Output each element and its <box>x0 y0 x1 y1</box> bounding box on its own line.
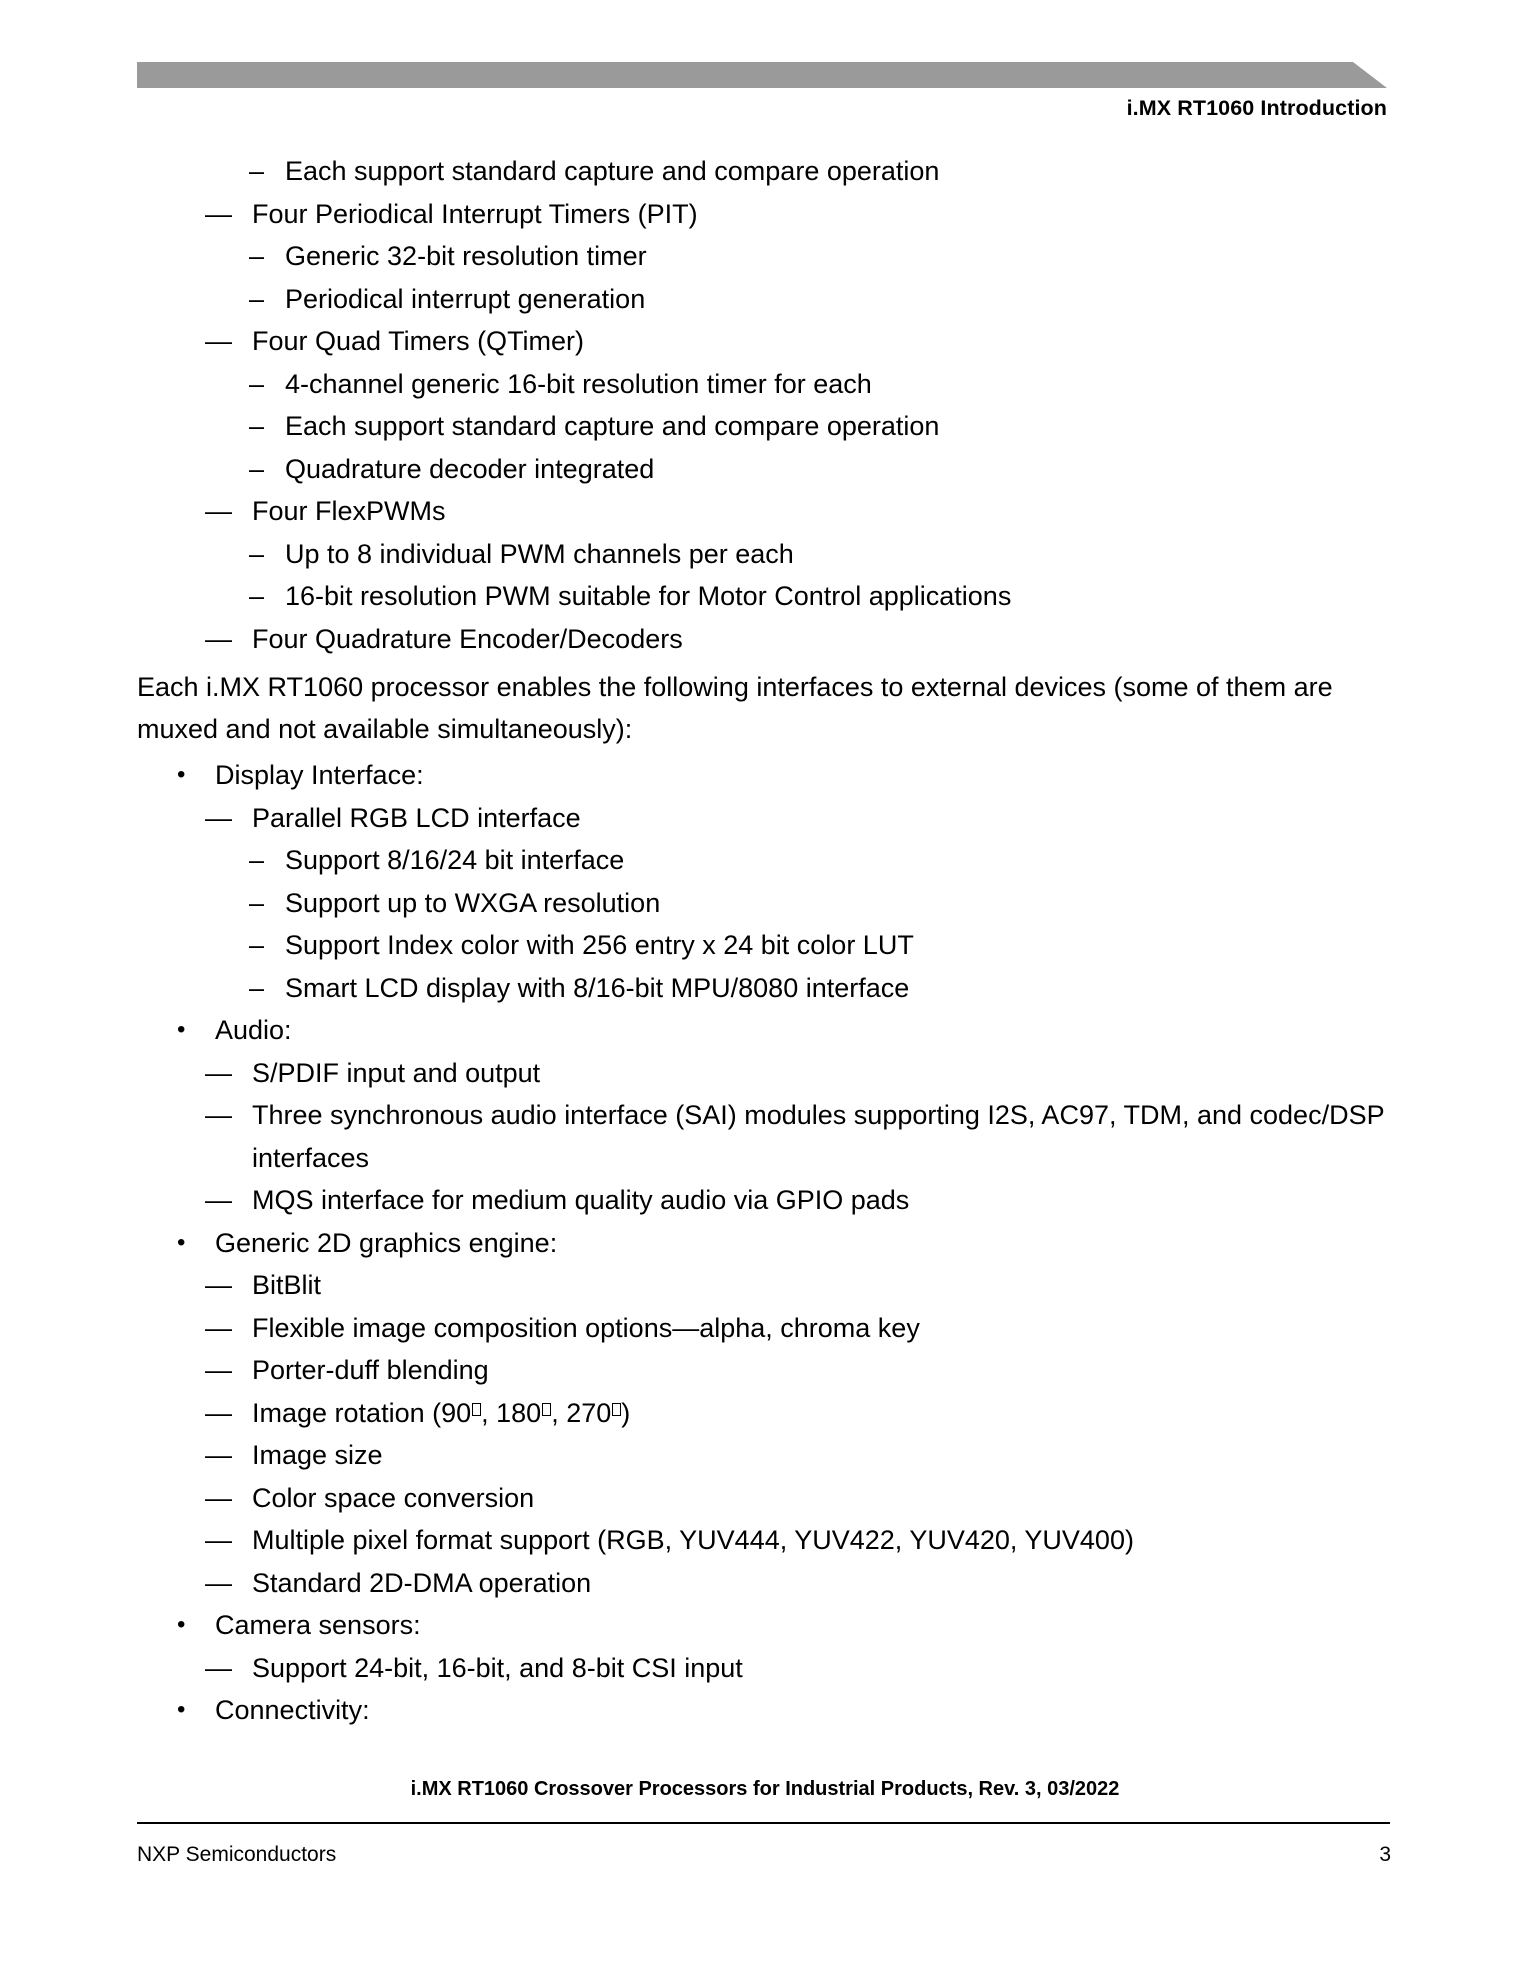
bullet-marker-level2: — <box>205 326 232 356</box>
bullet-item-level3 <box>137 278 1390 321</box>
bullet-marker-level1: • <box>177 1696 186 1723</box>
bullet-item-level3 <box>137 575 1390 618</box>
bullet-marker-level2: — <box>205 1397 232 1428</box>
bullet-marker-level2: — <box>205 802 232 833</box>
bullet-item-level2 <box>137 1434 1390 1477</box>
footer-document-title: i.MX RT1060 Crossover Processors for Industrial Products, Rev. 3, 03/2022 <box>410 1778 1120 1800</box>
bullet-marker-level3: – <box>249 581 265 611</box>
document-body <box>137 150 1390 1732</box>
bullet-marker-level2: — <box>205 1185 232 1215</box>
bullet-text: 4-channel generic 16-bit resolution timer for each <box>285 368 872 399</box>
bullet-item-level2 <box>137 1264 1390 1307</box>
bullet-text: Periodical interrupt generation <box>285 283 646 314</box>
bullet-item-level3 <box>137 882 1390 925</box>
bullet-item-level3 <box>137 448 1390 491</box>
bullet-text: Parallel RGB LCD interface <box>252 802 581 833</box>
bullet-text: Quadrature decoder integrated <box>285 453 655 484</box>
bullet-item-level2 <box>137 1562 1390 1605</box>
bullet-item-level2 <box>137 1179 1390 1222</box>
bullet-item-level1 <box>137 754 1390 797</box>
bullet-text: Each support standard capture and compare operation <box>285 411 940 441</box>
bullet-text: Display Interface: <box>215 760 424 790</box>
missing-glyph-box <box>472 1403 481 1416</box>
bullet-marker-level1: • <box>177 761 186 788</box>
bullet-item-level2 <box>137 193 1390 236</box>
bullet-text: 16-bit resolution PWM suitable for Motor Control applications <box>285 581 1012 611</box>
bullet-item-level3 <box>137 363 1390 406</box>
bullet-text: Three synchronous audio interface (SAI) modules supporting I2S, AC97, TDM, and codec/DSP interfaces <box>252 1100 1385 1173</box>
bullet-item-level2 <box>137 618 1390 661</box>
bullet-item-level3 <box>137 235 1390 278</box>
body-paragraph: Each i.MX RT1060 processor enables the following interfaces to external devices (some of them are muxed and not available simultaneously): <box>137 672 1333 744</box>
bullet-marker-level2: — <box>205 1312 232 1343</box>
bullet-text: Generic 2D graphics engine: <box>215 1227 558 1258</box>
bullet-text: Color space conversion <box>252 1482 535 1513</box>
bullet-marker-level2: — <box>205 1057 232 1088</box>
bullet-marker-level3: – <box>249 156 265 186</box>
bullet-item-level1 <box>137 1222 1390 1265</box>
bullet-marker-level3: – <box>249 368 265 399</box>
bullet-text: Four FlexPWMs <box>252 496 446 526</box>
bullet-item-level3 <box>137 150 1390 193</box>
bullet-item-level2 <box>137 1349 1390 1392</box>
bullet-item-level2 <box>137 1307 1390 1350</box>
bullet-item-level3 <box>137 405 1390 448</box>
bullet-marker-level3: – <box>249 453 265 484</box>
header-bar-graphic <box>137 62 1387 88</box>
bullet-item-level3 <box>137 967 1390 1010</box>
bullet-text: Up to 8 individual PWM channels per each <box>285 538 794 569</box>
bullet-text: Smart LCD display with 8/16-bit MPU/8080 interface <box>285 972 910 1003</box>
bullet-text: Image rotation (90 , 180 , 270 ) <box>252 1397 631 1428</box>
bullet-text: Support up to WXGA resolution <box>285 887 661 918</box>
bullet-text: Four Periodical Interrupt Timers (PIT) <box>252 198 698 229</box>
bullet-marker-level2: — <box>205 1355 232 1385</box>
bullet-text: Flexible image composition options—alpha, chroma key <box>252 1312 920 1343</box>
bullet-text: Generic 32-bit resolution timer <box>285 241 647 271</box>
bullet-marker-level3: – <box>249 930 265 960</box>
bullet-item-level2 <box>137 490 1390 533</box>
bullet-item-level2 <box>137 1052 1390 1095</box>
missing-glyph-box <box>542 1403 551 1416</box>
missing-glyph-box <box>612 1403 621 1416</box>
bullet-marker-level2: — <box>205 496 232 526</box>
bullet-text: Multiple pixel format support (RGB, YUV444, YUV422, YUV420, YUV400) <box>252 1525 1134 1555</box>
bullet-marker-level2: — <box>205 198 232 229</box>
bullet-item-level2 <box>137 1519 1390 1562</box>
bullet-marker-level3: – <box>249 538 265 569</box>
bullet-text: Camera sensors: <box>215 1610 421 1640</box>
footer-page-number: 3 <box>1379 1843 1391 1866</box>
bullet-item-level1 <box>137 1009 1390 1052</box>
bullet-item-level3 <box>137 533 1390 576</box>
bullet-marker-level2: — <box>205 1482 232 1513</box>
bullet-marker-level3: – <box>249 411 265 441</box>
bullet-text: Four Quad Timers (QTimer) <box>252 326 585 356</box>
bullet-text: Each support standard capture and compare operation <box>285 156 940 186</box>
bullet-marker-level2: — <box>205 1100 232 1130</box>
bullet-item-level1 <box>137 1604 1390 1647</box>
bullet-item-level2 <box>137 1647 1390 1690</box>
bullet-marker-level2: — <box>205 1270 232 1300</box>
bullet-item-level2 <box>137 1477 1390 1520</box>
bullet-marker-level3: – <box>249 283 265 314</box>
bullet-marker-level1: • <box>177 1611 186 1638</box>
bullet-text: BitBlit <box>252 1270 322 1300</box>
bullet-text: Connectivity: <box>215 1695 370 1725</box>
footer-divider <box>137 1822 1390 1824</box>
bullet-text: Four Quadrature Encoder/Decoders <box>252 623 683 654</box>
bullet-text: Support 8/16/24 bit interface <box>285 845 625 875</box>
bullet-marker-level2: — <box>205 1440 232 1470</box>
bullet-item-level3 <box>137 839 1390 882</box>
bullet-item-level1 <box>137 1689 1390 1732</box>
bullet-item-level2 <box>137 797 1390 840</box>
bullet-marker-level3: – <box>249 972 265 1003</box>
bullet-text: Support Index color with 256 entry x 24 bit color LUT <box>285 930 914 960</box>
header-band <box>137 62 1387 88</box>
bullet-text: Audio: <box>215 1015 292 1045</box>
bullet-text: Porter-duff blending <box>252 1355 489 1385</box>
bullet-marker-level3: – <box>249 887 265 918</box>
footer-company: NXP Semiconductors <box>137 1843 337 1866</box>
bullet-text: S/PDIF input and output <box>252 1057 541 1088</box>
bullet-marker-level3: – <box>249 845 265 875</box>
bullet-text: MQS interface for medium quality audio via GPIO pads <box>252 1185 910 1215</box>
bullet-marker-level3: – <box>249 241 265 271</box>
bullet-marker-level1: • <box>177 1016 186 1043</box>
bullet-item-level2 <box>137 1094 1390 1179</box>
page-header-title: i.MX RT1060 Introduction <box>1126 96 1387 120</box>
bullet-marker-level1: • <box>177 1228 186 1256</box>
bullet-marker-level2: — <box>205 1652 232 1683</box>
bullet-text: Support 24-bit, 16-bit, and 8-bit CSI input <box>252 1652 743 1683</box>
bullet-marker-level2: — <box>205 1525 232 1555</box>
bullet-marker-level2: — <box>205 623 232 654</box>
bullet-item-level2 <box>137 320 1390 363</box>
bullet-text: Image size <box>252 1440 383 1470</box>
bullet-item-level3 <box>137 924 1390 967</box>
bullet-item-level2 <box>137 1392 1390 1435</box>
bullet-marker-level2: — <box>205 1567 232 1598</box>
bullet-text: Standard 2D-DMA operation <box>252 1567 592 1598</box>
